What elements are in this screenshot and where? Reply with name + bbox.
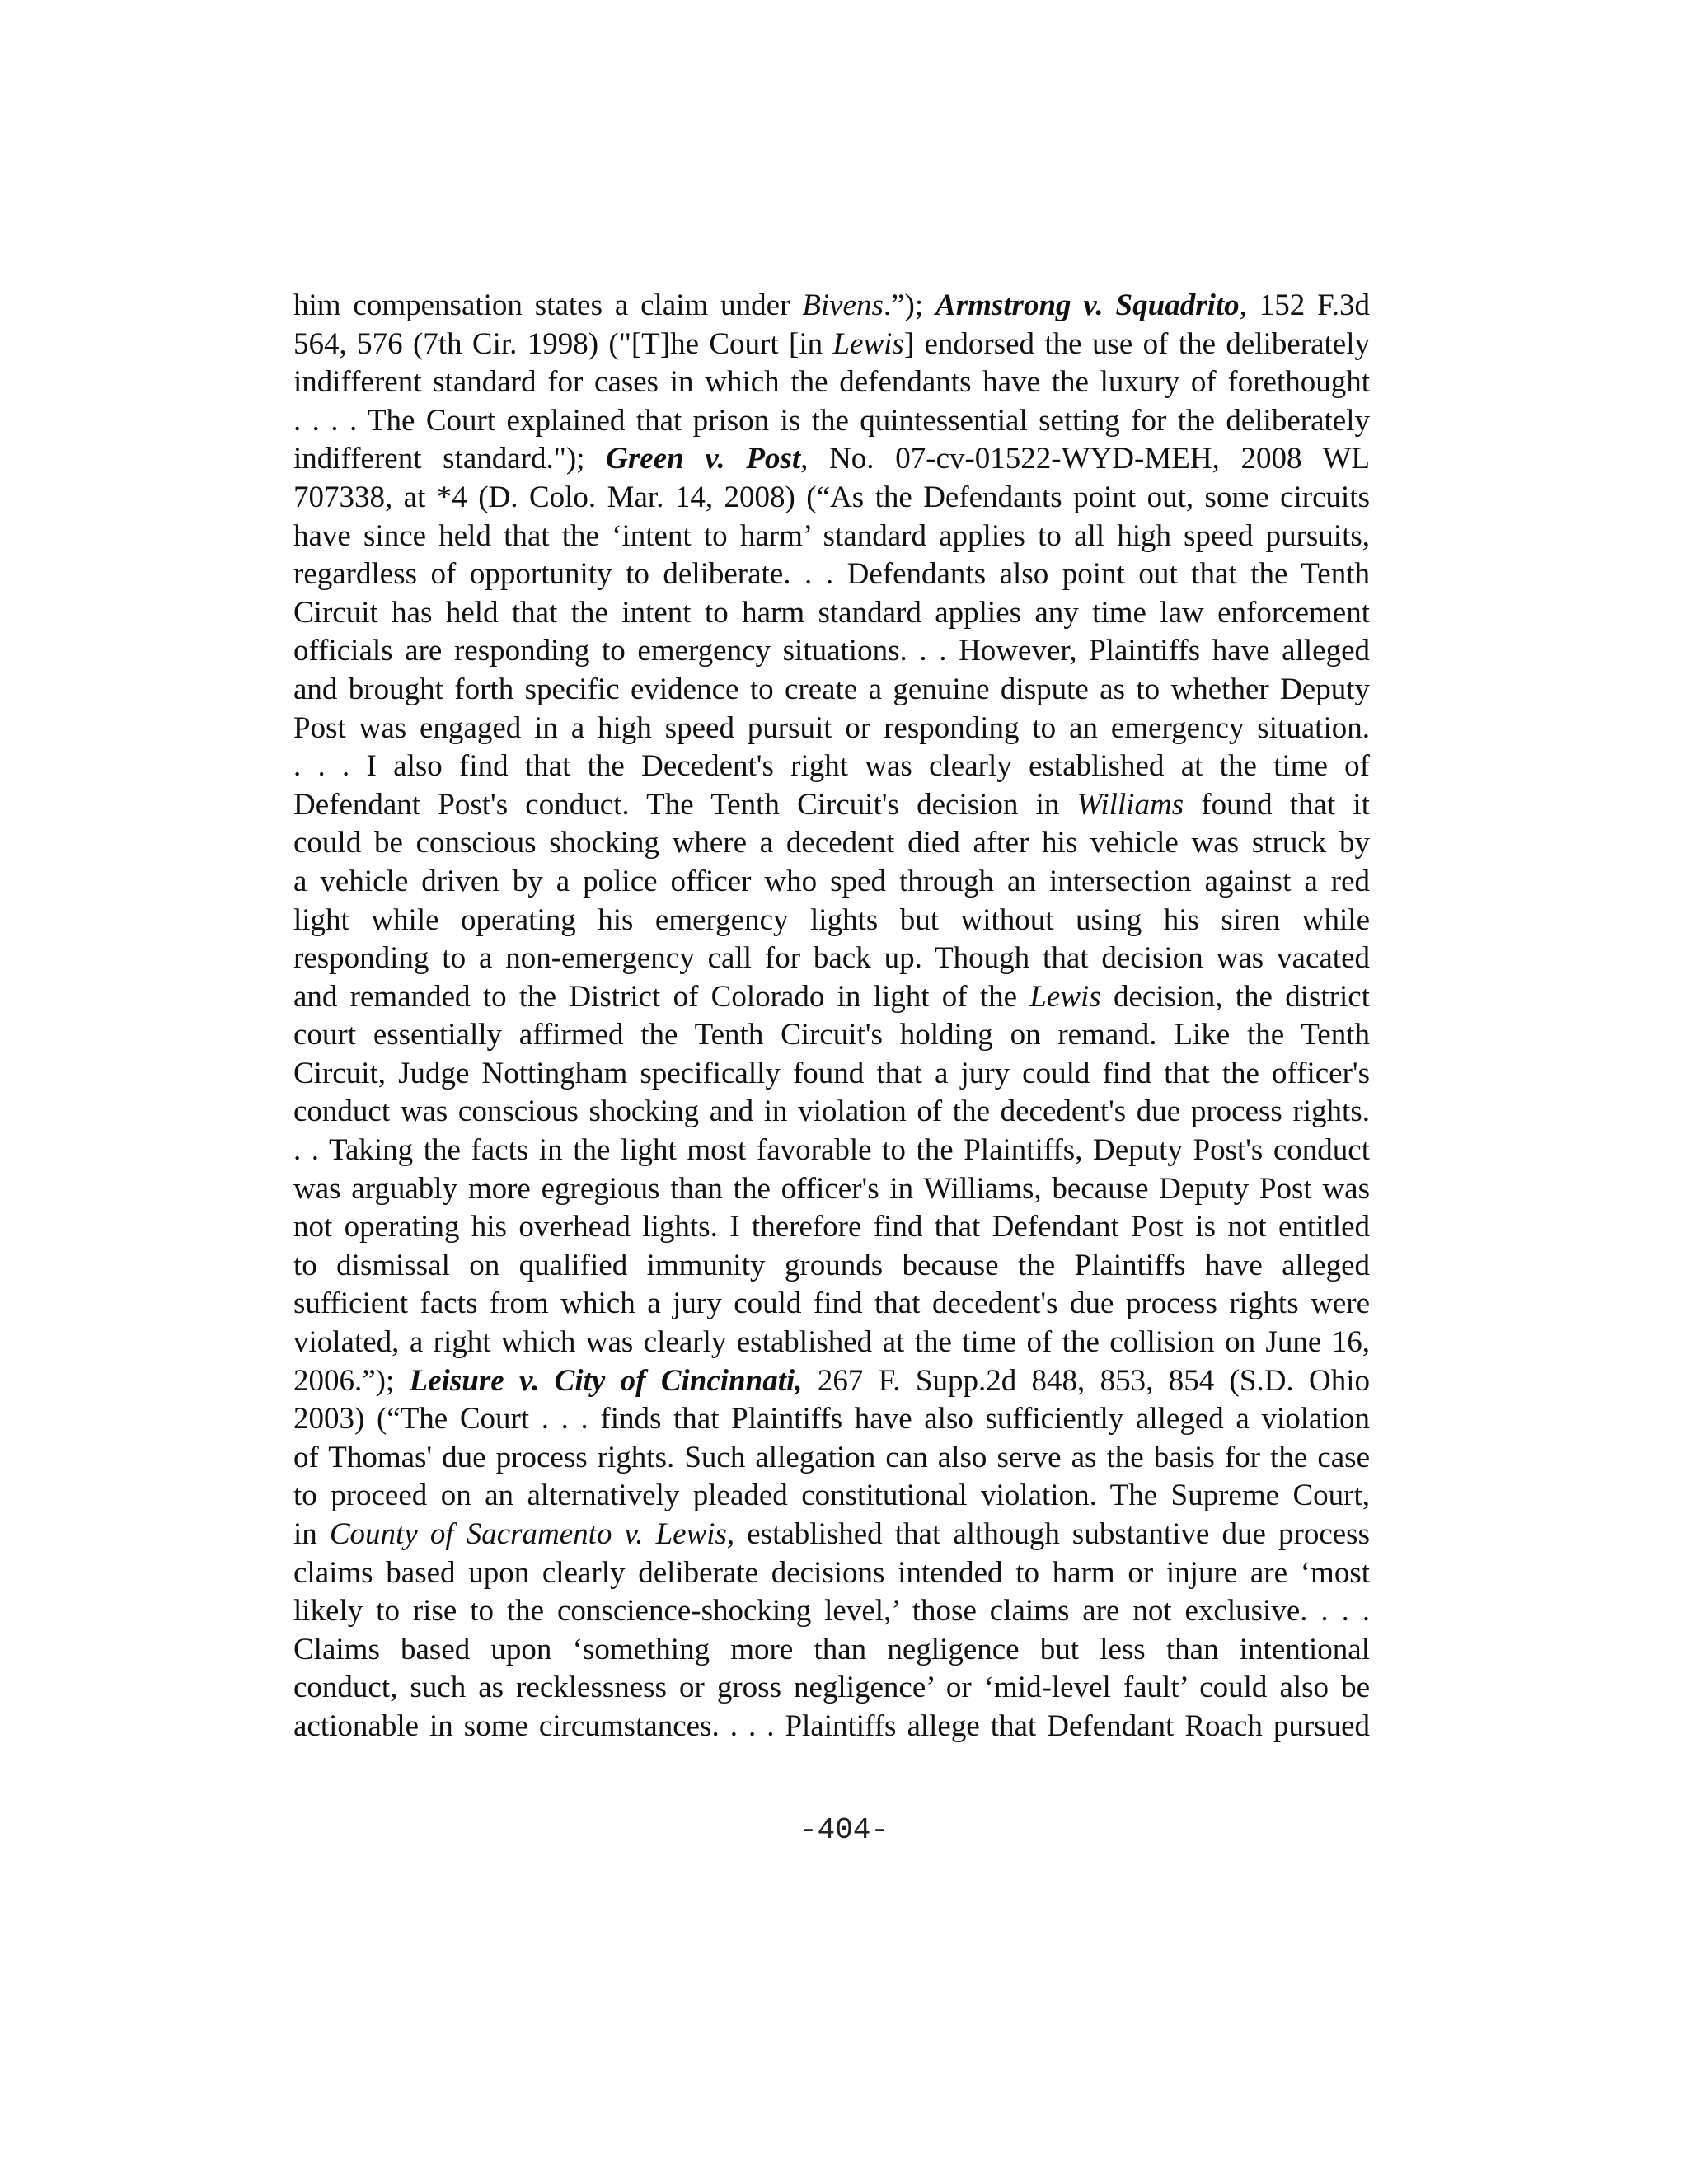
text-line [293,978,1370,1017]
text-run: 707338, at *4 (D. Colo. Mar. 14, 2008) (“As the Defendants point out, some circuits [293,480,1370,514]
italic-text: County of Sacramento v. Lewis, [329,1517,735,1551]
text-line [293,594,1370,633]
text-run: regardless of opportunity to deliberate. . . Defendants also point out that the Tenth [293,557,1370,592]
italic-text: Lewis [1029,979,1101,1014]
text-run: found that it [1184,787,1370,822]
text-run: Claims based upon ‘something more than negligence but less than intentional [293,1632,1370,1666]
text-run: not operating his overhead lights. I therefore find that Defendant Post is not entitled [293,1210,1370,1244]
text-run: indifferent standard for cases in which the defendants have the luxury of forethought [293,365,1370,400]
text-line [293,1093,1370,1132]
text-line [293,440,1370,479]
text-run: indifferent standard."); [293,442,607,476]
text-run: light while operating his emergency lights but without using his siren while [293,902,1370,937]
text-run: Defendant Post's conduct. The Tenth Circuit's decision in [293,787,1077,822]
italic-text: Lewis [832,326,904,361]
text-run: likely to rise to the conscience-shocking level,’ those claims are not exclusive. . . . [293,1594,1370,1629]
text-line [293,1055,1370,1094]
text-line [293,555,1370,594]
text-run: Post was engaged in a high speed pursuit or responding to an emergency situation. [293,710,1370,745]
body-text [293,287,1370,1746]
text-line [293,902,1370,940]
text-line [293,1400,1370,1439]
text-run: .”); [883,288,936,322]
text-line [293,1477,1370,1516]
text-run: him compensation states a claim under [293,288,803,322]
case-citation: Green v. Post [606,442,801,476]
text-line [293,1708,1370,1746]
italic-text: Williams [1076,787,1184,822]
text-line [293,863,1370,902]
text-line [293,402,1370,441]
text-line [293,1554,1370,1593]
text-line [293,1324,1370,1362]
text-line [293,1016,1370,1055]
text-run: have since held that the ‘intent to harm’ standard applies to all high speed pursuits, [293,518,1370,553]
text-run: a vehicle driven by a police officer who sped through an intersection against a red [293,864,1370,898]
text-line [293,1132,1370,1170]
text-line [293,1170,1370,1209]
text-run: conduct was conscious shocking and in violation of the decedent's due process rights. [293,1094,1370,1129]
text-run: . . . I also find that the Decedent's right was clearly established at the time of [293,749,1370,784]
text-run: 2006.”); [293,1363,410,1398]
text-run: court essentially affirmed the Tenth Circuit's holding on remand. Like the Tenth [293,1018,1370,1052]
text-run: , 152 F.3d [1239,288,1370,322]
text-run: officials are responding to emergency situations. . . However, Plaintiffs have alleged [293,634,1370,668]
text-run: and remanded to the District of Colorado in light of the [293,979,1030,1014]
text-run: violated, a right which was clearly established at the time of the collision on June 16, [293,1325,1370,1360]
case-citation: Leisure v. City of Cincinnati, [409,1363,803,1398]
text-line [293,1285,1370,1324]
text-run: . . . . The Court explained that prison is the quintessential setting for the deliberately [293,403,1370,438]
text-run: to dismissal on qualified immunity grounds because the Plaintiffs have alleged [293,1248,1370,1282]
text-run: 2003) (“The Court . . . finds that Plaintiffs have also sufficiently alleged a violation [293,1402,1370,1436]
text-line [293,1631,1370,1670]
text-run: 267 F. Supp.2d 848, 853, 854 (S.D. Ohio [802,1363,1370,1398]
text-line [293,1516,1370,1554]
text-line [293,1247,1370,1286]
text-run: actionable in some circumstances. . . . Plaintiffs allege that Defendant Roach pursued [293,1708,1370,1743]
text-line [293,287,1370,326]
case-citation: Armstrong v. Squadrito [935,288,1240,322]
page-number: -404- [799,1813,889,1847]
text-run: and brought forth specific evidence to create a genuine dispute as to whether Deputy [293,672,1370,706]
text-run: Circuit, Judge Nottingham specifically found that a jury could find that the officer's [293,1056,1370,1090]
text-line [293,518,1370,556]
text-line [293,1208,1370,1247]
text-run: . . Taking the facts in the light most favorable to the Plaintiffs, Deputy Post's conduct [293,1133,1370,1168]
text-line [293,1592,1370,1631]
text-line [293,671,1370,710]
text-run: conduct, such as recklessness or gross negligence’ or ‘mid-level fault’ could also be [293,1671,1370,1705]
text-run: Circuit has held that the intent to harm standard applies any time law enforcement [293,595,1370,630]
text-line [293,710,1370,748]
text-line [293,940,1370,978]
text-run: of Thomas' due process rights. Such allegation can also serve as the basis for the case [293,1440,1370,1474]
text-line [293,748,1370,786]
text-run: was arguably more egregious than the officer's in Williams, because Deputy Post was [293,1171,1370,1206]
text-line [293,824,1370,863]
text-run: responding to a non-emergency call for back up. Though that decision was vacated [293,941,1370,976]
italic-text: Bivens [802,288,884,322]
text-run: in [293,1517,330,1551]
text-line [293,786,1370,825]
text-line [293,632,1370,671]
text-run: could be conscious shocking where a decedent died after his vehicle was struck by [293,826,1370,860]
text-run: , No. 07-cv-01522-WYD-MEH, 2008 WL [800,442,1371,476]
text-line [293,1669,1370,1708]
text-line [293,363,1370,402]
text-run: decision, the district [1100,979,1370,1014]
text-run: to proceed on an alternatively pleaded constitutional violation. The Supreme Court, [293,1479,1370,1513]
text-run: sufficient facts from which a jury could find that decedent's due process rights were [293,1286,1370,1321]
text-run: claims based upon clearly deliberate decisions intended to harm or injure are ‘most [293,1555,1370,1590]
text-run: established that although substantive due process [734,1517,1370,1551]
text-run: 564, 576 (7th Cir. 1998) ("[T]he Court [in [293,326,833,361]
text-line [293,1362,1370,1401]
text-line [293,1439,1370,1478]
text-line [293,479,1370,518]
text-run: ] endorsed the use of the deliberately [903,326,1370,361]
text-line [293,326,1370,364]
